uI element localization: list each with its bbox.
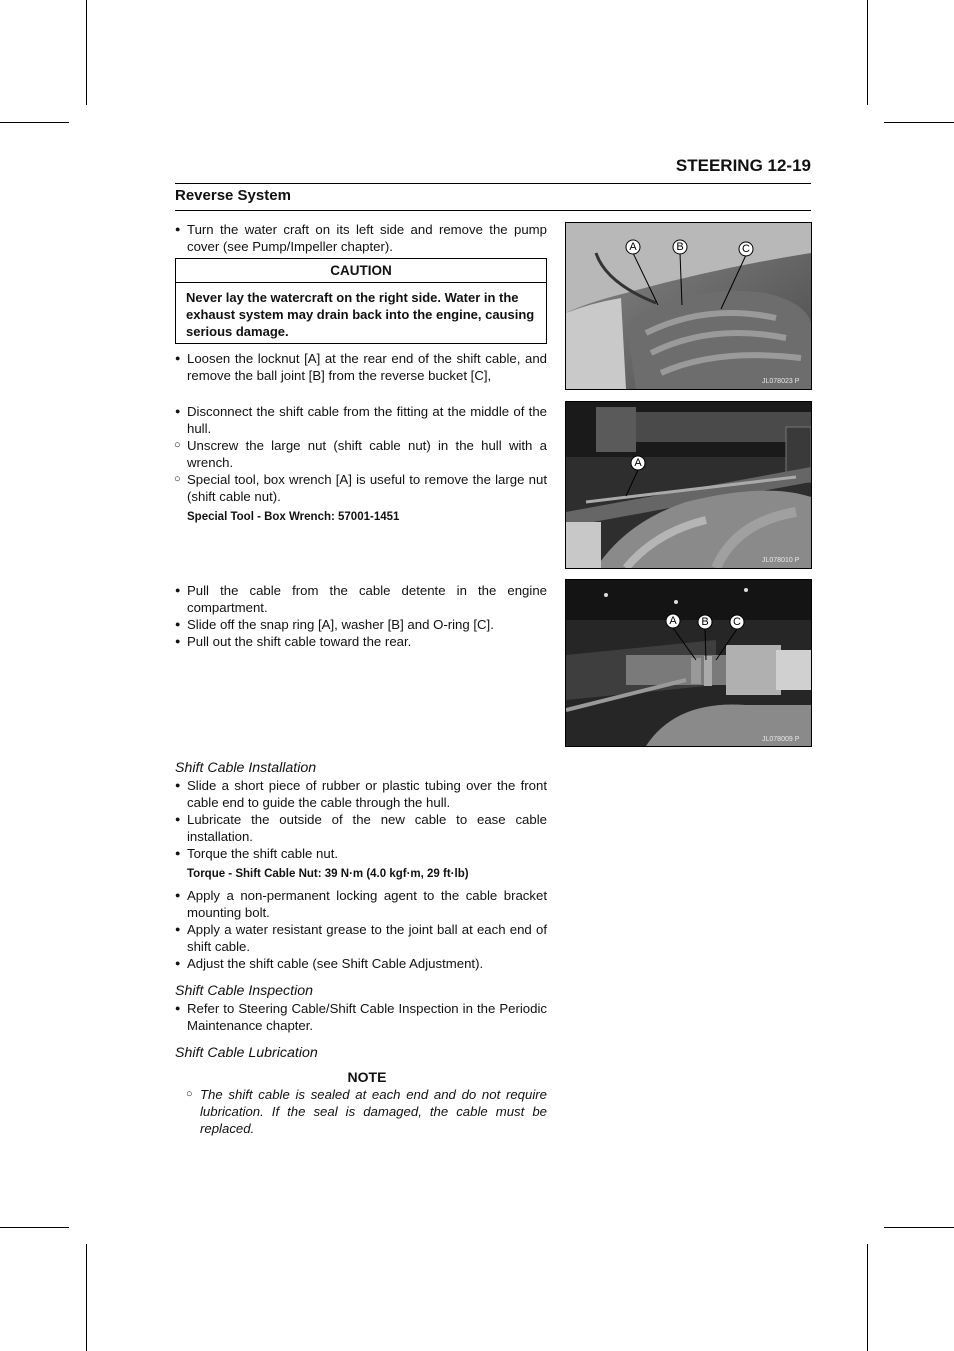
bullet-item: ● Loosen the locknut [A] at the rear end of the shift cable, and remove the ball joint [B] from the reverse bucket [C],: [175, 350, 547, 384]
figure-code: JL078010 P: [762, 557, 800, 564]
crop-mark: [0, 122, 69, 123]
torque-spec: Torque - Shift Cable Nut: 39 N·m (4.0 kgf·m, 29 ft·lb): [187, 868, 469, 880]
label-a: A: [669, 615, 677, 627]
step-block-3: [175, 582, 547, 650]
label-a: A: [634, 457, 642, 469]
crop-mark: [884, 122, 954, 123]
crop-mark: [884, 1227, 954, 1228]
label-a: A: [629, 241, 637, 253]
figure-1-photo: [565, 222, 812, 390]
bullet-item: ● Slide a short piece of rubber or plastic tubing over the front cable end to guide the cable through the hull.: [175, 777, 547, 811]
bullet-item: ● Slide off the snap ring [A], washer [B] and O-ring [C].: [175, 616, 547, 633]
bullet-item: ● Pull the cable from the cable detente in the engine compartment.: [175, 582, 547, 616]
bullet-item: ● Refer to Steering Cable/Shift Cable Inspection in the Periodic Maintenance chapter.: [175, 1000, 547, 1034]
caution-box: [175, 258, 547, 344]
bullet-item: ● Disconnect the shift cable from the fitting at the middle of the hull.: [175, 403, 547, 437]
crop-mark: [86, 0, 87, 105]
note-item: ○ The shift cable is sealed at each end and do not require lubrication. If the seal is damaged, the cable must be replaced.: [187, 1086, 547, 1137]
caution-text: Never lay the watercraft on the right side. Water in the exhaust system may drain back into the engine, causing serious damage.: [186, 290, 535, 339]
label-b: B: [701, 616, 709, 628]
crop-mark: [0, 1227, 69, 1228]
bullet-item: ● Apply a non-permanent locking agent to the cable bracket mounting bolt.: [175, 887, 547, 921]
bullet-item: ● Adjust the shift cable (see Shift Cable Adjustment).: [175, 955, 547, 972]
figure-2-photo: [565, 401, 812, 569]
figure-code: JL078009 P: [762, 736, 800, 743]
installation-section: [175, 759, 547, 972]
bullet-item: ● Torque the shift cable nut.: [175, 845, 547, 862]
step-block-2: [175, 403, 547, 526]
label-b: B: [676, 241, 684, 253]
figure-3-photo: [565, 579, 812, 747]
figure-code: JL078023 P: [762, 378, 800, 385]
section-title: Reverse System: [175, 187, 291, 204]
special-tool-spec: Special Tool - Box Wrench: 57001-1451: [187, 511, 400, 523]
caution-title: CAUTION: [176, 259, 546, 283]
bullet-item: ● Lubricate the outside of the new cable to ease cable installation.: [175, 811, 547, 845]
page-title: STEERING 12-19: [675, 156, 811, 175]
crop-mark: [867, 1244, 868, 1351]
sub-item: ○ Unscrew the large nut (shift cable nut) in the hull with a wrench.: [175, 437, 547, 471]
section-rule: [175, 210, 811, 211]
note-title: NOTE: [347, 1069, 387, 1085]
lubrication-section: [175, 1044, 547, 1062]
crop-mark: [867, 0, 868, 105]
subsection-title: Shift Cable Inspection: [175, 983, 314, 999]
header-rule: [175, 183, 811, 184]
note-body: [187, 1086, 547, 1137]
step-block-1: [175, 221, 547, 255]
subsection-title: Shift Cable Lubrication: [175, 1045, 318, 1061]
inspection-section: [175, 982, 547, 1034]
label-c: C: [742, 243, 750, 255]
crop-mark: [86, 1244, 87, 1351]
sub-item: ○ Special tool, box wrench [A] is useful to remove the large nut (shift cable nut).: [175, 471, 547, 505]
subsection-title: Shift Cable Installation: [175, 760, 317, 776]
label-c: C: [733, 616, 741, 628]
bullet-item: ● Pull out the shift cable toward the rear.: [175, 633, 547, 650]
bullet-item: ● Apply a water resistant grease to the joint ball at each end of shift cable.: [175, 921, 547, 955]
bullet-item: ● Turn the water craft on its left side and remove the pump cover (see Pump/Impeller chapter).: [175, 221, 547, 255]
step-block-1b: [175, 350, 547, 384]
